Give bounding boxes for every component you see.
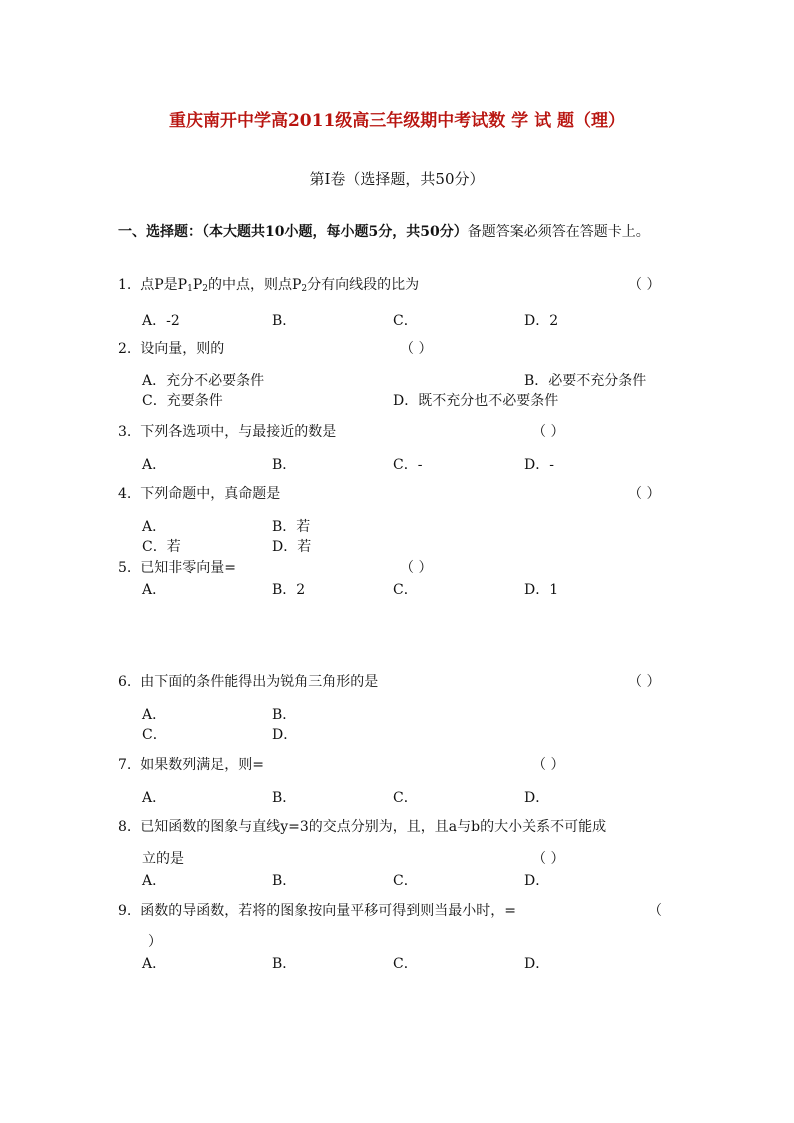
question-number: 9. <box>118 903 132 919</box>
option-a: A． <box>142 457 167 473</box>
option-a: A． <box>142 519 167 535</box>
question-text: 的中点，则点P <box>208 277 302 293</box>
question-number: 8. <box>118 819 132 835</box>
option-b: B．必要不充分条件 <box>524 373 647 389</box>
question-text: 已知函数的图象与直线y=3的交点分别为，且，且a与b的大小关系不可能成 <box>140 819 607 835</box>
answer-paren-close: ） <box>148 934 162 950</box>
answer-paren: （ ） <box>532 757 565 773</box>
question-number: 3. <box>118 424 132 440</box>
option-b: B．2 <box>272 582 306 598</box>
answer-paren-open: （ <box>648 903 662 919</box>
question-number: 5. <box>118 560 132 576</box>
question-text: 由下面的条件能得出为锐角三角形的是 <box>140 674 379 690</box>
option-c: C． <box>393 873 418 889</box>
option-c: C． <box>393 582 418 598</box>
option-c: C．- <box>393 457 423 473</box>
answer-paren: （ ） <box>628 674 661 690</box>
section-note: 备题答案必须答在答题卡上。 <box>467 224 650 240</box>
question-2 <box>118 338 224 358</box>
question-number: 2. <box>118 341 132 357</box>
page-subtitle: 第Ⅰ卷（选择题，共50分） <box>309 170 485 188</box>
question-text: 如果数列满足，则= <box>140 757 264 773</box>
option-c: C． <box>142 727 167 743</box>
option-b: B． <box>272 457 297 473</box>
option-d: D． <box>524 956 550 972</box>
option-d: D．1 <box>524 582 559 598</box>
option-c: C． <box>393 790 418 806</box>
subscript: 2 <box>202 284 208 294</box>
question-text: 设向量，则的 <box>140 341 225 357</box>
question-number: 4. <box>118 486 132 502</box>
question-1 <box>118 274 419 294</box>
option-d: D．- <box>524 457 554 473</box>
option-d: D．既不充分也不必要条件 <box>393 393 559 409</box>
option-d: D．2 <box>524 313 559 329</box>
option-b: B． <box>272 707 297 723</box>
option-c: C．若 <box>142 539 181 555</box>
answer-paren: （ ） <box>400 560 433 576</box>
question-7 <box>118 754 264 774</box>
option-a: A． <box>142 956 167 972</box>
option-b: B． <box>272 313 297 329</box>
answer-paren: （ ） <box>628 486 661 502</box>
answer-paren: （ ） <box>532 424 565 440</box>
answer-paren: （ ） <box>400 341 433 357</box>
question-5 <box>118 557 236 577</box>
option-b: B． <box>272 790 297 806</box>
option-a: A． <box>142 873 167 889</box>
question-9 <box>118 900 516 920</box>
subscript: 1 <box>187 284 193 294</box>
option-c: C． <box>393 313 418 329</box>
question-number: 7. <box>118 757 132 773</box>
question-6 <box>118 671 378 691</box>
section-heading <box>118 222 678 243</box>
question-3 <box>118 421 336 441</box>
question-text: P <box>192 277 203 293</box>
option-a: A． <box>142 582 167 598</box>
option-a: A． <box>142 790 167 806</box>
option-b: B． <box>272 873 297 889</box>
option-a: A． <box>142 707 167 723</box>
question-number: 6. <box>118 674 132 690</box>
option-b: B．若 <box>272 519 311 535</box>
option-d: D．若 <box>272 539 312 555</box>
question-text: 下列各选项中，与最接近的数是 <box>140 424 337 440</box>
question-text: 函数的导函数，若将的图象按向量平移可得到则当最小时，= <box>140 903 516 919</box>
question-text: 分有向线段的比为 <box>307 277 420 293</box>
option-c: C． <box>393 956 418 972</box>
page-title: 重庆南开中学高2011级高三年级期中考试数 学 试 题（理） <box>168 111 626 131</box>
question-8 <box>118 816 606 836</box>
question-4 <box>118 483 280 503</box>
question-text: 点P是P <box>140 277 188 293</box>
answer-paren: （ ） <box>532 851 565 867</box>
question-text: 已知非零向量= <box>140 560 236 576</box>
question-text: 下列命题中，真命题是 <box>140 486 281 502</box>
option-a: A．充分不必要条件 <box>142 373 265 389</box>
option-d: D． <box>524 873 550 889</box>
option-c: C．充要条件 <box>142 393 223 409</box>
option-d: D． <box>524 790 550 806</box>
option-b: B． <box>272 956 297 972</box>
answer-paren: （ ） <box>628 277 661 293</box>
question-number: 1. <box>118 277 132 293</box>
option-d: D． <box>272 727 298 743</box>
option-a: A．-2 <box>142 313 180 329</box>
subscript: 2 <box>301 284 308 294</box>
section-heading-text: 一、选择题：（本大题共10小题，每小题5分，共50分） <box>118 224 468 240</box>
question-text-continued: 立的是 <box>142 851 184 867</box>
